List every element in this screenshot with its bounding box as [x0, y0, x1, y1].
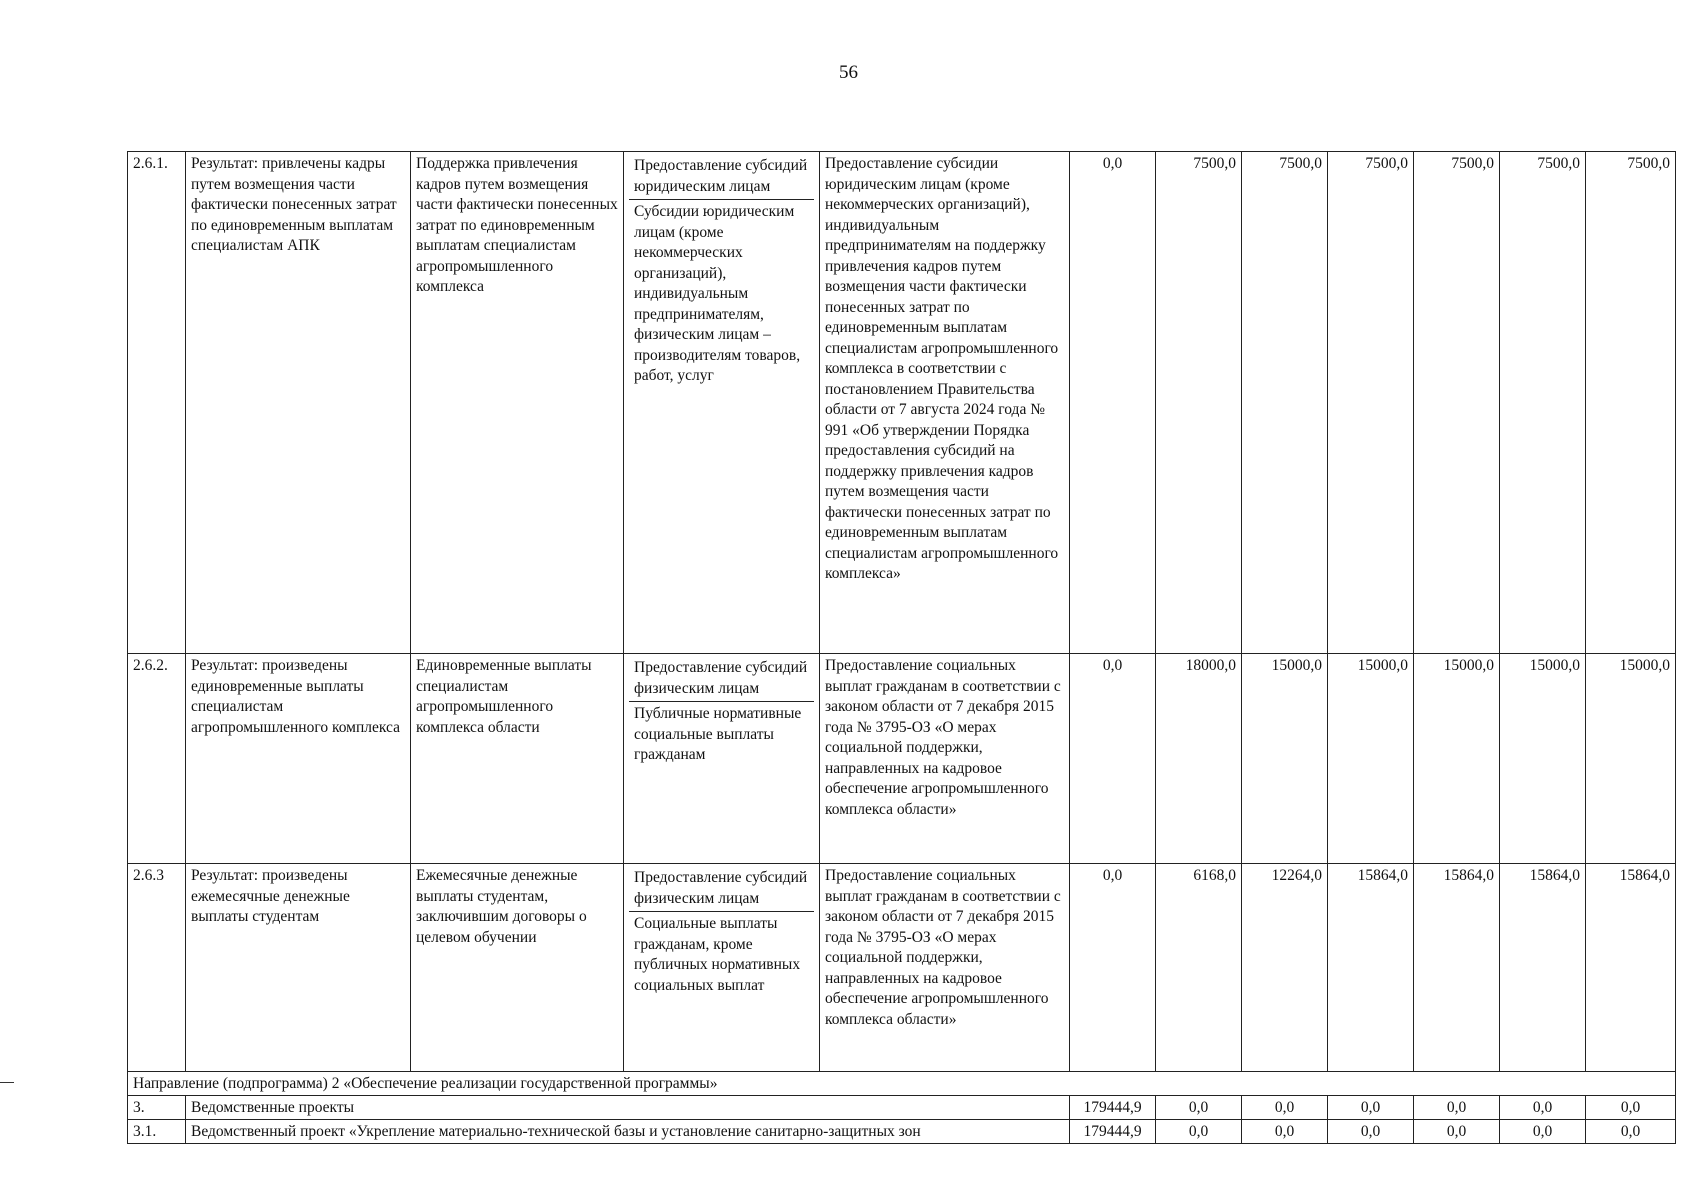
value-cell: 0,0 [1070, 654, 1156, 864]
value-cell: 15000,0 [1500, 654, 1586, 864]
value-cell: 15864,0 [1586, 864, 1676, 1072]
value-cell: 0,0 [1156, 1096, 1242, 1120]
table-row [128, 152, 1676, 654]
type-bottom: Субсидии юридическим лицам (кроме некоммерческих организаций), индивидуальным предпринимателям, физическим лицам – производителям товаров, работ, услуг [634, 203, 801, 384]
type-top: Предоставление субсидий физическим лицам [629, 866, 814, 912]
value-cell: 6168,0 [1156, 864, 1242, 1072]
page-number: 56 [839, 62, 858, 83]
table-row [128, 864, 1676, 1072]
direction-row [128, 1072, 1676, 1096]
value-cell: 12264,0 [1242, 864, 1328, 1072]
description-cell: Предоставление социальных выплат гражданам в соответствии с законом области от 7 декабря 2015 года № 3795-ОЗ «О мерах социальной поддержки, направленных на кадровое обеспечение агропромышленного комплекса области» [820, 654, 1070, 864]
value-cell: 0,0 [1156, 1120, 1242, 1144]
value-cell: 0,0 [1586, 1120, 1676, 1144]
value-cell: 15864,0 [1414, 864, 1500, 1072]
result-cell: Результат: произведены единовременные выплаты специалистам агропромышленного комплекса [186, 654, 411, 864]
value-cell: 0,0 [1070, 152, 1156, 654]
value-cell: 15864,0 [1500, 864, 1586, 1072]
result-cell: Результат: произведены ежемесячные денежные выплаты студентам [186, 864, 411, 1072]
description-cell: Предоставление субсидии юридическим лицам (кроме некоммерческих организаций), индивидуальным предпринимателям на поддержку привлечения кадров путем возмещения части фактически понесенных затрат по единовременным выплатам специалистам агропромышленного комплекса в соответствии с постановлением Правительства области от 7 августа 2024 года № 991 «Об утверждении Порядка предоставления субсидий на поддержку привлечения кадров путем возмещения части фактически понесенных затрат по единовременным выплатам специалистам агропромышленного комплекса» [820, 152, 1070, 654]
value-cell: 0,0 [1586, 1096, 1676, 1120]
row-code: 2.6.2. [128, 654, 186, 864]
value-cell: 0,0 [1500, 1120, 1586, 1144]
measure-cell: Ежемесячные денежные выплаты студентам, заключившим договоры о целевом обучении [411, 864, 624, 1072]
value-cell: 7500,0 [1586, 152, 1676, 654]
description-cell: Предоставление социальных выплат гражданам в соответствии с законом области от 7 декабря 2015 года № 3795-ОЗ «О мерах социальной поддержки, направленных на кадровое обеспечение агропромышленного комплекса области» [820, 864, 1070, 1072]
row-code: 3.1. [128, 1120, 186, 1144]
row-code: 2.6.1. [128, 152, 186, 654]
value-cell: 0,0 [1328, 1120, 1414, 1144]
table-row [128, 654, 1676, 864]
budget-table [127, 151, 1676, 1144]
value-cell: 7500,0 [1328, 152, 1414, 654]
type-cell [624, 864, 820, 1072]
value-cell: 15000,0 [1328, 654, 1414, 864]
value-cell: 179444,9 [1070, 1120, 1156, 1144]
value-cell: 0,0 [1500, 1096, 1586, 1120]
type-cell [624, 654, 820, 864]
type-bottom: Публичные нормативные социальные выплаты гражданам [634, 705, 802, 763]
value-cell: 18000,0 [1156, 654, 1242, 864]
value-cell: 15000,0 [1414, 654, 1500, 864]
measure-cell: Единовременные выплаты специалистам агропромышленного комплекса области [411, 654, 624, 864]
value-cell: 7500,0 [1156, 152, 1242, 654]
measure-cell: Поддержка привлечения кадров путем возмещения части фактически понесенных затрат по единовременным выплатам специалистам агропромышленного комплекса [411, 152, 624, 654]
value-cell: 0,0 [1328, 1096, 1414, 1120]
summary-row [128, 1096, 1676, 1120]
direction-title: Направление (подпрограмма) 2 «Обеспечение реализации государственной программы» [128, 1072, 1676, 1096]
result-cell: Результат: привлечены кадры путем возмещения части фактически понесенных затрат по единовременным выплатам специалистам АПК [186, 152, 411, 654]
value-cell: 15000,0 [1242, 654, 1328, 864]
value-cell: 15864,0 [1328, 864, 1414, 1072]
type-top: Предоставление субсидий физическим лицам [629, 656, 814, 702]
type-bottom: Социальные выплаты гражданам, кроме публичных нормативных социальных выплат [634, 915, 801, 994]
value-cell: 7500,0 [1414, 152, 1500, 654]
value-cell: 179444,9 [1070, 1096, 1156, 1120]
value-cell: 15000,0 [1586, 654, 1676, 864]
type-top: Предоставление субсидий юридическим лицам [629, 154, 814, 200]
row-code: 3. [128, 1096, 186, 1120]
value-cell: 7500,0 [1500, 152, 1586, 654]
value-cell: 0,0 [1070, 864, 1156, 1072]
summary-title: Ведомственные проекты [186, 1096, 1070, 1120]
value-cell: 0,0 [1414, 1120, 1500, 1144]
value-cell: 0,0 [1242, 1096, 1328, 1120]
value-cell: 0,0 [1242, 1120, 1328, 1144]
summary-title: Ведомственный проект «Укрепление материально-технической базы и установление санитарно-защитных зон [186, 1120, 1070, 1144]
value-cell: 0,0 [1414, 1096, 1500, 1120]
type-cell [624, 152, 820, 654]
row-code: 2.6.3 [128, 864, 186, 1072]
summary-row [128, 1120, 1676, 1144]
value-cell: 7500,0 [1242, 152, 1328, 654]
margin-tick [0, 1082, 14, 1083]
